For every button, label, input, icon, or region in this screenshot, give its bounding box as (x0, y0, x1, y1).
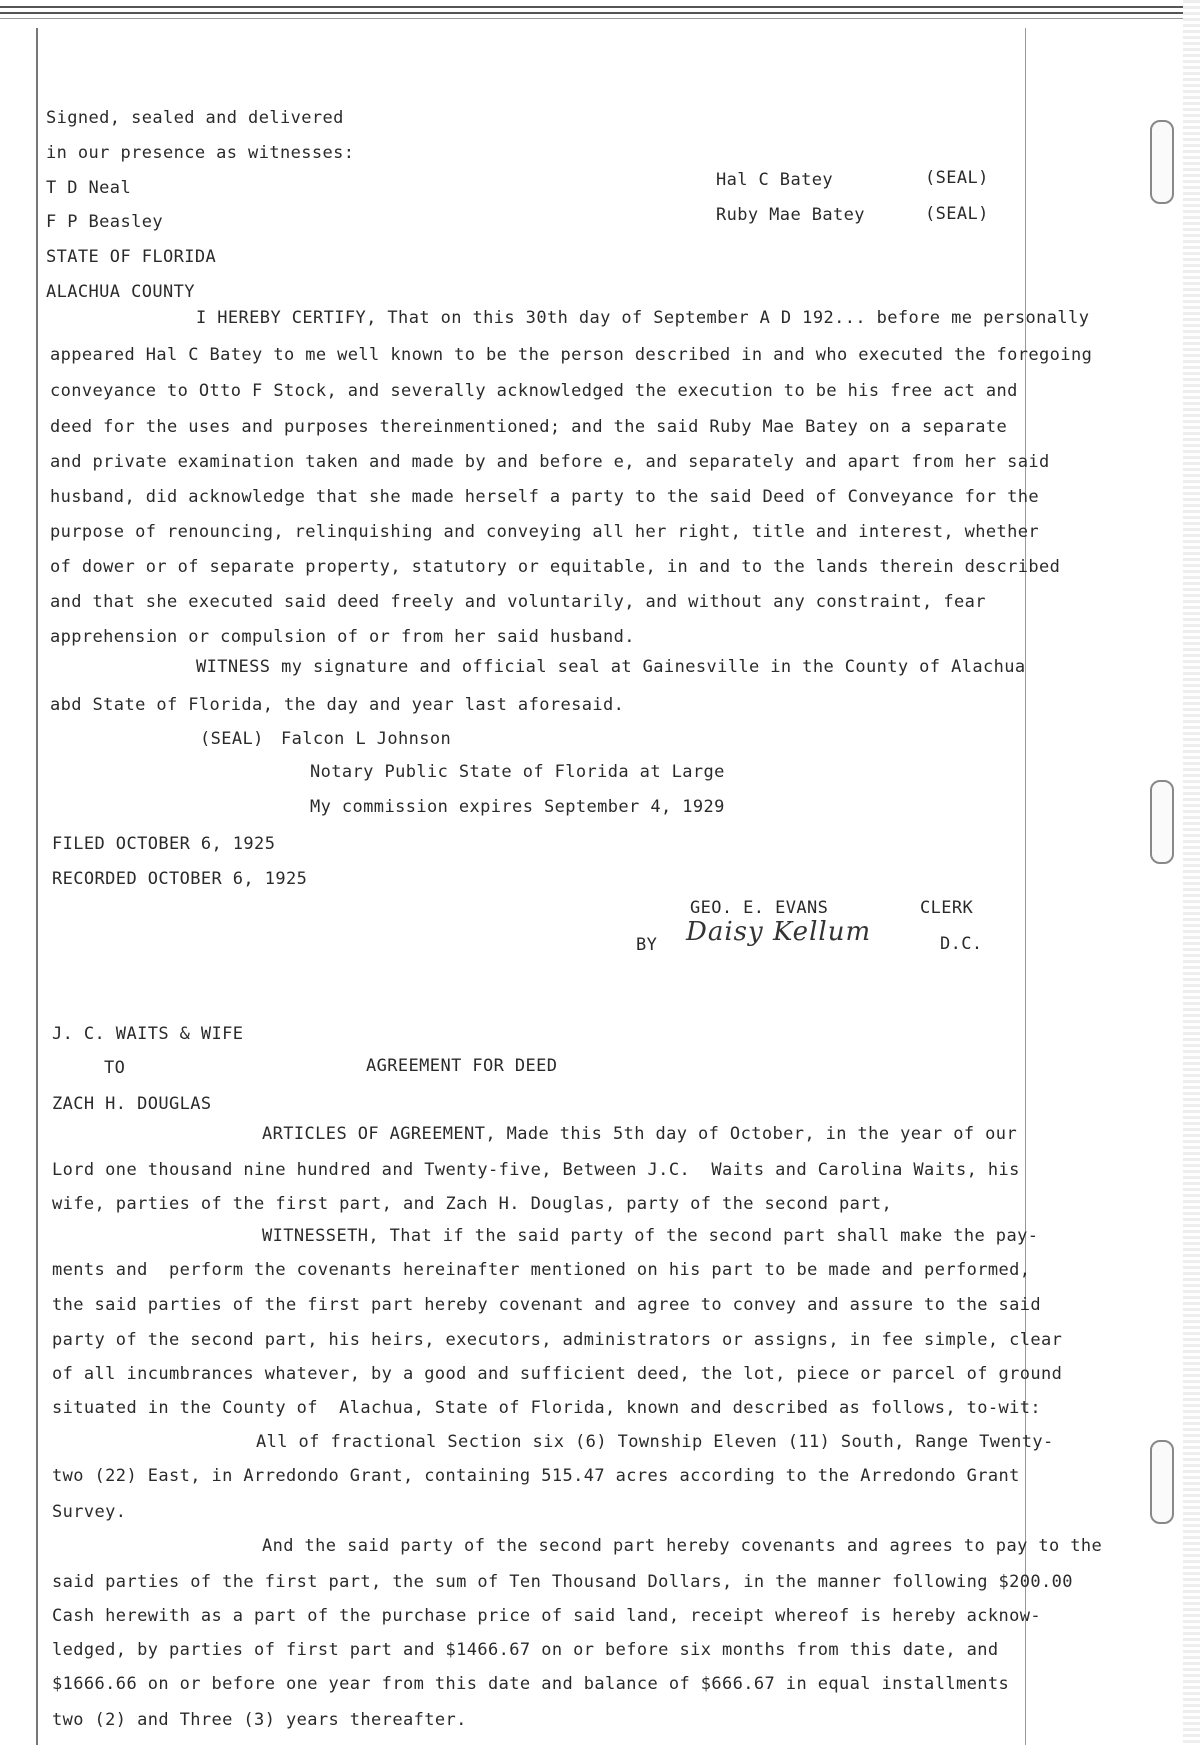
signer-name: Ruby Mae Batey (716, 205, 865, 225)
agreement-line: wife, parties of the first part, and Zach H. Douglas, party of the second part, (52, 1194, 893, 1214)
certificate-line: purpose of renouncing, relinquishing and conveying all her right, title and interest, whether (50, 522, 1040, 542)
agreement-line: All of fractional Section six (6) Township Eleven (11) South, Range Twenty- (256, 1432, 1054, 1452)
agreement-line: ARTICLES OF AGREEMENT, Made this 5th day of October, in the year of our (262, 1124, 1018, 1144)
agreement-line: two (2) and Three (3) years thereafter. (52, 1710, 467, 1730)
agreement-line: $1666.66 on or before one year from this date and balance of $666.67 in equal installments (52, 1674, 1010, 1694)
agreement-line: party of the second part, his heirs, executors, administrators or assigns, in fee simple, clear (52, 1330, 1063, 1350)
top-rule (0, 6, 1200, 8)
deputy-signature: Daisy Kellum (686, 917, 872, 947)
notary-title: Notary Public State of Florida at Large (310, 762, 725, 782)
certificate-line: of dower or of separate property, statutory or equitable, in and to the lands therein described (50, 557, 1061, 577)
right-margin-rule (1025, 28, 1026, 1745)
certificate-line: conveyance to Otto F Stock, and severally acknowledged the execution to be his free act and (50, 381, 1018, 401)
agreement-line: Lord one thousand nine hundred and Twenty-five, Between J.C. Waits and Carolina Waits, his (52, 1160, 1020, 1180)
agreement-line: ments and perform the covenants hereinafter mentioned on his part to be made and performed, (52, 1260, 1031, 1280)
witness-name: F P Beasley (46, 212, 163, 232)
certificate-line: and private examination taken and made by and before e, and separately and apart from her said (50, 452, 1050, 472)
binder-hole (1150, 1440, 1174, 1524)
by-label: BY (636, 935, 658, 955)
certificate-line: apprehension or compulsion of or from her said husband. (50, 627, 635, 647)
certificate-line: I HEREBY CERTIFY, That on this 30th day of September A D 192... before me personally (196, 308, 1090, 328)
notary-seal: (SEAL) (200, 729, 264, 749)
certificate-line: WITNESS my signature and official seal at Gainesville in the County of Alachua (196, 657, 1026, 677)
clerk-name: GEO. E. EVANS (690, 898, 829, 918)
agreement-title: AGREEMENT FOR DEED (366, 1056, 558, 1076)
agreement-line: the said parties of the first part hereby covenant and agree to convey and assure to the said (52, 1295, 1042, 1315)
binder-hole (1150, 780, 1174, 864)
recorded-date: RECORDED OCTOBER 6, 1925 (52, 869, 308, 889)
signer-seal: (SEAL) (925, 168, 989, 188)
signer-seal: (SEAL) (925, 204, 989, 224)
witness-intro-line: in our presence as witnesses: (46, 143, 355, 163)
certificate-line: abd State of Florida, the day and year last aforesaid. (50, 695, 625, 715)
filed-date: FILED OCTOBER 6, 1925 (52, 834, 276, 854)
top-rule (0, 18, 1200, 19)
agreement-line: WITNESSETH, That if the said party of the second part shall make the pay- (262, 1226, 1039, 1246)
agreement-line: situated in the County of Alachua, State of Florida, known and described as follows, to-wit: (52, 1398, 1042, 1418)
venue-county: ALACHUA COUNTY (46, 282, 195, 302)
venue-state: STATE OF FLORIDA (46, 247, 217, 267)
certificate-line: husband, did acknowledge that she made herself a party to the said Deed of Conveyance for the (50, 487, 1040, 507)
notary-commission: My commission expires September 4, 1929 (310, 797, 725, 817)
deputy-title: D.C. (940, 934, 983, 954)
certificate-line: appeared Hal C Batey to me well known to be the person described in and who executed the foregoing (50, 345, 1093, 365)
agreement-line: Survey. (52, 1502, 127, 1522)
signer-name: Hal C Batey (716, 170, 833, 190)
agreement-line: said parties of the first part, the sum of Ten Thousand Dollars, in the manner following $200.00 (52, 1572, 1073, 1592)
agreement-line: of all incumbrances whatever, by a good and sufficient deed, the lot, piece or parcel of ground (52, 1364, 1063, 1384)
agreement-party1: J. C. WAITS & WIFE (52, 1024, 244, 1044)
agreement-party2: ZACH H. DOUGLAS (52, 1094, 212, 1114)
agreement-line: ledged, by parties of first part and $1466.67 on or before six months from this date, and (52, 1640, 999, 1660)
clerk-title: CLERK (920, 898, 974, 918)
agreement-line: Cash herewith as a part of the purchase price of said land, receipt whereof is hereby acknow- (52, 1606, 1042, 1626)
agreement-line: two (22) East, in Arredondo Grant, containing 515.47 acres according to the Arredondo Grant (52, 1466, 1020, 1486)
notary-name: Falcon L Johnson (281, 729, 452, 749)
certificate-line: and that she executed said deed freely and voluntarily, and without any constraint, fear (50, 592, 986, 612)
binder-hole (1150, 120, 1174, 204)
witness-name: T D Neal (46, 178, 132, 198)
left-margin-rule (36, 28, 38, 1745)
top-rule (0, 12, 1200, 14)
certificate-line: deed for the uses and purposes thereinmentioned; and the said Ruby Mae Batey on a separate (50, 417, 1008, 437)
witness-intro-line: Signed, sealed and delivered (46, 108, 344, 128)
agreement-to: TO (104, 1058, 126, 1078)
page-edge (1183, 0, 1200, 1745)
agreement-line: And the said party of the second part hereby covenants and agrees to pay to the (262, 1536, 1103, 1556)
